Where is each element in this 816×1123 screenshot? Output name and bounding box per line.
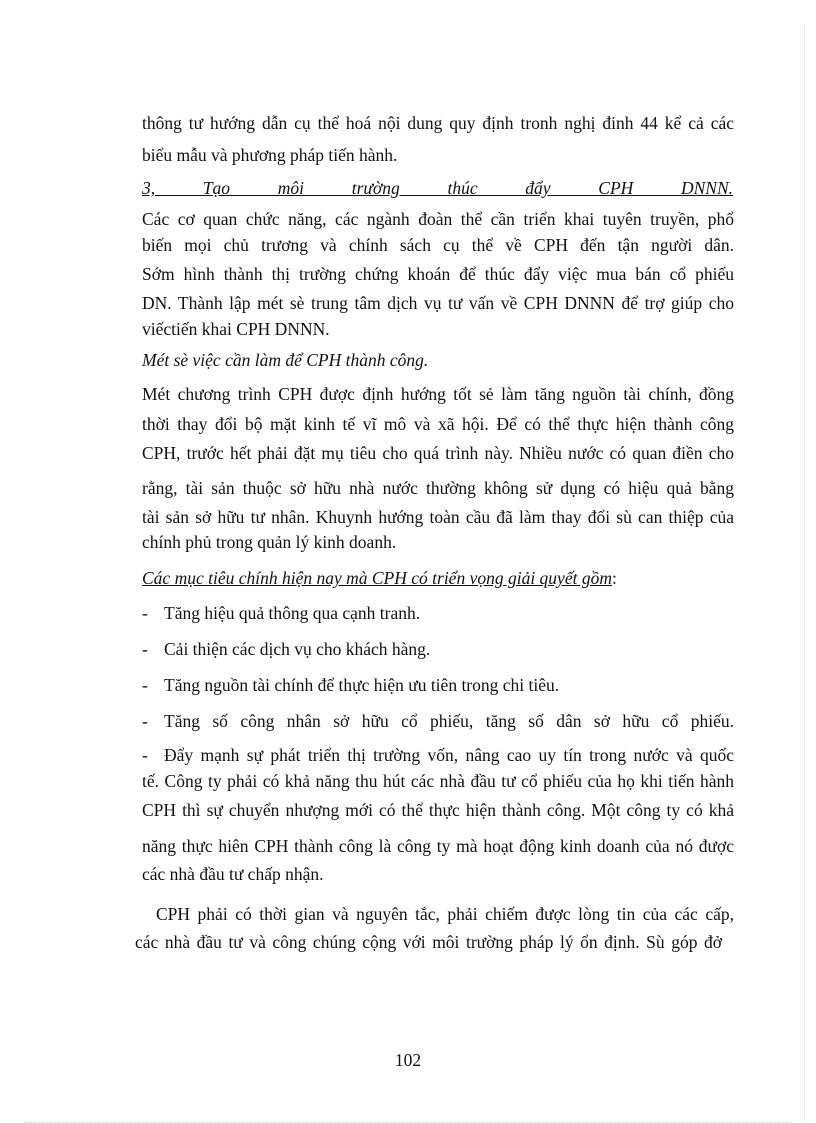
- list-item-text: Đẩy mạnh sự phát triển thị trường vốn, nâng cao uy tín trong nước và quốc: [164, 745, 734, 765]
- text-line: Các cơ quan chức năng, các ngành đoàn thể cần triển khai tuyên truyền, phổ: [142, 209, 734, 229]
- bullet-dash: -: [142, 711, 148, 731]
- page-number: 102: [394, 1050, 422, 1070]
- text-line: CPH thì sự chuyển nhượng mới có thể thực hiện thành công. Một công ty có khả: [142, 800, 734, 820]
- subsection-heading: Mét sè việc cần làm để CPH thành công.: [142, 350, 429, 370]
- text-line: thông tư hướng dẫn cụ thể hoá nội dung quy định tronh nghị đinh 44 kể cả các: [142, 113, 734, 133]
- objectives-heading: [142, 566, 617, 590]
- list-item: [142, 709, 734, 733]
- list-item-text: Tăng số công nhân sở hữu cổ phiếu, tăng số dân sở hữu cổ phiếu.: [164, 711, 734, 731]
- bullet-dash: -: [142, 639, 148, 659]
- list-item: [142, 743, 734, 767]
- list-item-text: Tăng nguồn tài chính để thực hiện ưu tiên trong chi tiêu.: [164, 675, 560, 695]
- text-line: các nhà đầu tư chấp nhận.: [142, 864, 324, 884]
- text-line: CPH phải có thời gian và nguyên tắc, phải chiếm được lòng tin của các cấp,: [156, 904, 734, 924]
- objectives-heading-colon: :: [611, 568, 617, 588]
- section-heading: 3, Tạo môi trường thúc đẩy CPH DNNN.: [142, 178, 733, 198]
- text-line: năng thực hiên CPH thành công là công ty mà hoạt động kinh doanh của nó được: [142, 836, 734, 856]
- text-line: biến mọi chủ trương và chính sách cụ thể về CPH đến tận người dân.: [142, 235, 734, 255]
- list-item: [142, 673, 559, 697]
- objectives-heading-text: Các mục tiêu chính hiện nay mà CPH có triển vọng giải quyết gồm: [142, 568, 612, 588]
- text-line: tế. Công ty phải có khả năng thu hút các nhà đầu tư cổ phiếu của họ khi tiến hành: [142, 771, 734, 791]
- text-line: các nhà đầu tư và công chúng cộng với môi trường pháp lý ổn định. Sù góp đở: [135, 932, 722, 952]
- text-line: biểu mẫu và phương pháp tiến hành.: [142, 145, 398, 165]
- text-line: thời thay đổi bộ mặt kinh tế vĩ mô và xã hội. Để có thể thực hiện thành công: [142, 414, 734, 434]
- text-line: tài sản sở hữu tư nhân. Khuynh hướng toàn cầu đã làm thay đổi sù can thiệp của: [142, 507, 734, 527]
- bullet-dash: -: [142, 745, 148, 765]
- list-item-text: Tăng hiệu quả thông qua cạnh tranh.: [164, 603, 421, 623]
- list-item-text: Cải thiện các dịch vụ cho khách hàng.: [164, 639, 431, 659]
- text-line: Sớm hình thành thị trường chứng khoán để thúc đẩy việc mua bán cổ phiếu: [142, 264, 734, 284]
- text-line: Mét chương trình CPH được định hướng tốt sẻ làm tăng nguồn tài chính, đồng: [142, 384, 734, 404]
- list-item: [142, 601, 420, 625]
- text-line: DN. Thành lập mét sè trung tâm dịch vụ tư vấn về CPH DNNN để trợ giúp cho: [142, 293, 734, 313]
- bullet-dash: -: [142, 675, 148, 695]
- list-item: [142, 637, 430, 661]
- text-line: viếctiến khai CPH DNNN.: [142, 319, 330, 339]
- page-edge-right: [804, 24, 805, 1121]
- text-line: CPH, trước hết phải đặt mụ tiêu cho quá trình này. Nhiều nước có quan điền cho: [142, 443, 734, 463]
- text-line: rằng, tài sản thuộc sở hữu nhà nước thường không sử dụng có hiệu quả bằng: [142, 478, 734, 498]
- text-line: chính phủ trong quản lý kinh doanh.: [142, 532, 397, 552]
- bullet-dash: -: [142, 603, 148, 623]
